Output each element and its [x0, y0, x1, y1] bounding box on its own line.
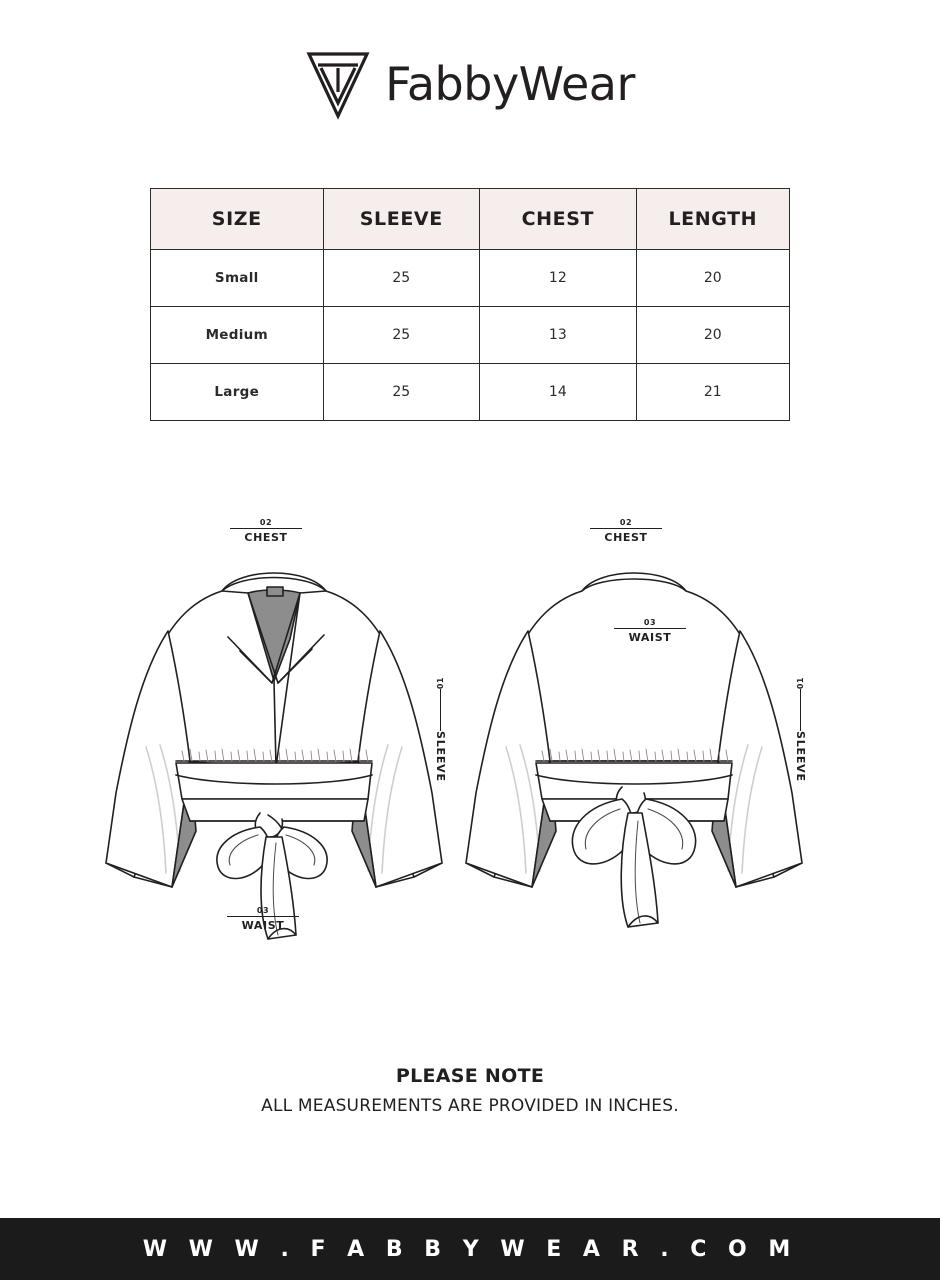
back-sleeve-measure-rule	[800, 689, 801, 731]
cell-length: 20	[636, 307, 789, 364]
cell-sleeve: 25	[323, 364, 480, 421]
back-view-garment	[432, 518, 832, 976]
table-row	[151, 250, 790, 307]
footer-bar	[0, 1218, 940, 1280]
column-header-length: LENGTH	[636, 189, 789, 250]
table-row	[151, 364, 790, 421]
table-row	[151, 307, 790, 364]
cell-chest: 12	[480, 250, 637, 307]
front-chest-measure-label	[230, 517, 302, 546]
back-waist-measure-text: WAIST	[628, 631, 672, 644]
cell-length: 21	[636, 364, 789, 421]
brand-header	[0, 0, 940, 120]
cell-sleeve: 25	[323, 250, 480, 307]
front-view-garment	[72, 518, 472, 976]
front-sleeve-measure-text: SLEEVE	[434, 731, 447, 782]
cell-chest: 14	[480, 364, 637, 421]
please-note-title: PLEASE NOTE	[395, 1065, 545, 1087]
column-header-size: SIZE	[151, 189, 324, 250]
column-header-sleeve: SLEEVE	[323, 189, 480, 250]
front-waist-measure-number: 03	[256, 906, 270, 915]
front-chest-measure-number: 02	[259, 518, 273, 527]
back-waist-measure-number: 03	[643, 618, 657, 627]
size-chart-table-wrap	[150, 188, 790, 421]
back-sleeve-measure-text: SLEEVE	[794, 731, 807, 782]
brand-name: FabbyWear	[385, 57, 635, 111]
cell-length: 20	[636, 250, 789, 307]
front-sleeve-measure-number: 01	[436, 677, 445, 690]
fabbywear-monogram-icon	[305, 48, 371, 120]
footer-website-url[interactable]: W W W . F A B B Y W E A R . C O M	[142, 1236, 798, 1262]
back-chest-measure-label	[590, 517, 662, 546]
back-sleeve-measure-number: 01	[796, 677, 805, 690]
garment-illustrations	[0, 518, 940, 991]
back-chest-measure-number: 02	[619, 518, 633, 527]
size-chart-table	[150, 188, 790, 421]
cell-size: Medium	[151, 307, 324, 364]
please-note-subtitle: ALL MEASUREMENTS ARE PROVIDED IN INCHES.	[261, 1096, 679, 1116]
front-waist-measure-label	[227, 905, 299, 934]
cell-size: Large	[151, 364, 324, 421]
back-waist-measure-label	[614, 617, 686, 646]
please-note-block	[0, 1065, 940, 1116]
back-chest-measure-text: CHEST	[604, 531, 648, 544]
front-waist-measure-text: WAIST	[241, 919, 285, 932]
front-chest-measure-text: CHEST	[244, 531, 288, 544]
column-header-chest: CHEST	[480, 189, 637, 250]
back-sleeve-measure-label	[794, 677, 807, 782]
cell-size: Small	[151, 250, 324, 307]
cell-sleeve: 25	[323, 307, 480, 364]
table-header-row	[151, 189, 790, 250]
cell-chest: 13	[480, 307, 637, 364]
